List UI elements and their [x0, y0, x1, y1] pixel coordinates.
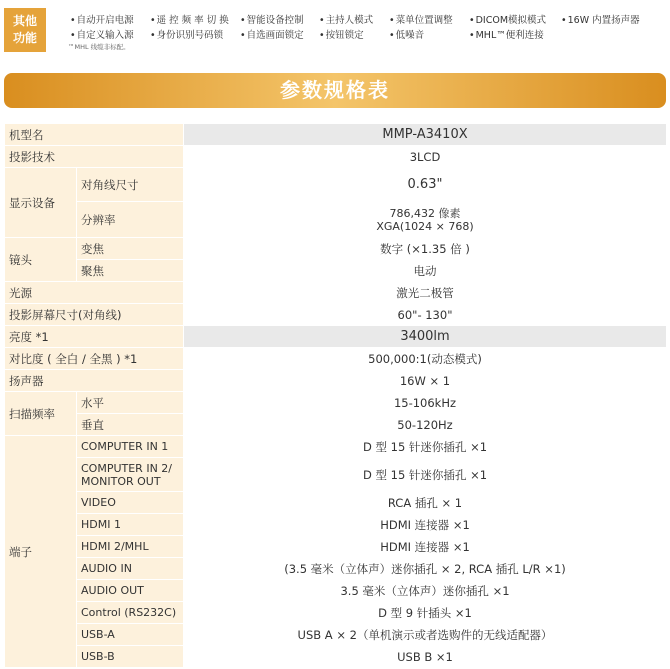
table-row — [5, 458, 667, 492]
other-features-badge — [4, 8, 46, 52]
spec-table — [4, 123, 667, 668]
feature-item: • 菜单位置调整 — [389, 12, 453, 26]
bright-label: 亮度 *1 — [5, 326, 184, 348]
tech-label: 投影技术 — [5, 146, 184, 168]
port-name: COMPUTER IN 1 — [77, 436, 184, 458]
port-name: Control (RS232C) — [77, 602, 184, 624]
port-value: D 型 9 针插头 ×1 — [184, 602, 667, 624]
port-value: 3.5 毫米（立体声）迷你插孔 ×1 — [184, 580, 667, 602]
table-row — [5, 304, 667, 326]
table-row — [5, 392, 667, 414]
model-value: MMP-A3410X — [184, 124, 667, 146]
lens-label: 镜头 — [5, 238, 77, 282]
table-row — [5, 558, 667, 580]
feature-item: • MHL™便利连接 — [469, 27, 544, 41]
table-row — [5, 124, 667, 146]
light-value: 激光二极管 — [184, 282, 667, 304]
table-row — [5, 348, 667, 370]
feature-item: • 智能设备控制 — [240, 12, 304, 26]
ports-label: 端子 — [5, 436, 77, 668]
table-row — [5, 492, 667, 514]
focus-value: 电动 — [184, 260, 667, 282]
res-value-line-2: XGA(1024 × 768) — [376, 219, 474, 233]
h-label: 水平 — [77, 392, 184, 414]
v-value: 50-120Hz — [184, 414, 667, 436]
port-value: USB A × 2（单机演示或者选购件的无线适配器） — [184, 624, 667, 646]
tech-value: 3LCD — [184, 146, 667, 168]
feature-item: • 16W 内置扬声器 — [561, 12, 640, 26]
badge-line-1: 其他 — [12, 14, 37, 28]
zoom-value: 数字 (×1.35 倍 ) — [184, 238, 667, 260]
mhl-footnote: ™MHL 线缆非标配。 — [68, 43, 130, 51]
port-value: (3.5 毫米（立体声）迷你插孔 × 2, RCA 插孔 L/R ×1) — [184, 558, 667, 580]
table-row — [5, 146, 667, 168]
feature-item: • 自动开启电源 — [70, 12, 134, 26]
feature-item: • DICOM模拟模式 — [469, 12, 546, 26]
v-label: 垂直 — [77, 414, 184, 436]
table-row — [5, 414, 667, 436]
scan-label: 扫描频率 — [5, 392, 77, 436]
port-name: USB-A — [77, 624, 184, 646]
table-row — [5, 602, 667, 624]
res-value-line-1: 786,432 像素 — [389, 206, 461, 220]
table-row — [5, 260, 667, 282]
port-name: AUDIO IN — [77, 558, 184, 580]
port-name: AUDIO OUT — [77, 580, 184, 602]
feature-item: • 按钮锁定 — [319, 27, 364, 41]
bright-value: 3400lm — [184, 326, 667, 348]
diag-value: 0.63" — [184, 168, 667, 202]
feature-item: • 低噪音 — [389, 27, 424, 41]
port-value: HDMI 连接器 ×1 — [184, 514, 667, 536]
diag-label: 对角线尺寸 — [77, 168, 184, 202]
screen-label: 投影屏幕尺寸(对角线) — [5, 304, 184, 326]
port-value: HDMI 连接器 ×1 — [184, 536, 667, 558]
features-area — [0, 0, 670, 60]
port-name: VIDEO — [77, 492, 184, 514]
spec-title-banner: 参数规格表 — [4, 73, 666, 108]
port-name: HDMI 1 — [77, 514, 184, 536]
badge-line-2: 功能 — [12, 31, 37, 45]
port-value: D 型 15 针迷你插孔 ×1 — [184, 436, 667, 458]
table-row — [5, 646, 667, 668]
table-row — [5, 436, 667, 458]
table-row — [5, 238, 667, 260]
port-name: COMPUTER IN 2/ MONITOR OUT — [77, 458, 184, 492]
port-name: HDMI 2/MHL — [77, 536, 184, 558]
table-row — [5, 202, 667, 238]
display-label: 显示设备 — [5, 168, 77, 238]
port-value: D 型 15 针迷你插孔 ×1 — [184, 458, 667, 492]
feature-item: • 自选画面锁定 — [240, 27, 304, 41]
res-label: 分辨率 — [77, 202, 184, 238]
res-value — [184, 202, 667, 238]
port-name: USB-B — [77, 646, 184, 668]
feature-item: • 身份识别号码锁 — [150, 27, 223, 41]
speaker-value: 16W × 1 — [184, 370, 667, 392]
contrast-label: 对比度 ( 全白 / 全黑 ) *1 — [5, 348, 184, 370]
focus-label: 聚焦 — [77, 260, 184, 282]
light-label: 光源 — [5, 282, 184, 304]
feature-item: • 遥 控 频 率 切 换 — [150, 12, 229, 26]
table-row — [5, 580, 667, 602]
model-label: 机型名 — [5, 124, 184, 146]
table-row — [5, 326, 667, 348]
h-value: 15-106kHz — [184, 392, 667, 414]
table-row — [5, 282, 667, 304]
screen-value: 60"- 130" — [184, 304, 667, 326]
speaker-label: 扬声器 — [5, 370, 184, 392]
feature-item: • 主持人模式 — [319, 12, 373, 26]
table-row — [5, 536, 667, 558]
table-row — [5, 168, 667, 202]
table-row — [5, 624, 667, 646]
port-value: RCA 插孔 × 1 — [184, 492, 667, 514]
zoom-label: 变焦 — [77, 238, 184, 260]
table-row — [5, 370, 667, 392]
table-row — [5, 514, 667, 536]
feature-item: • 自定义输入源 — [70, 27, 134, 41]
contrast-value: 500,000:1(动态模式) — [184, 348, 667, 370]
port-value: USB B ×1 — [184, 646, 667, 668]
